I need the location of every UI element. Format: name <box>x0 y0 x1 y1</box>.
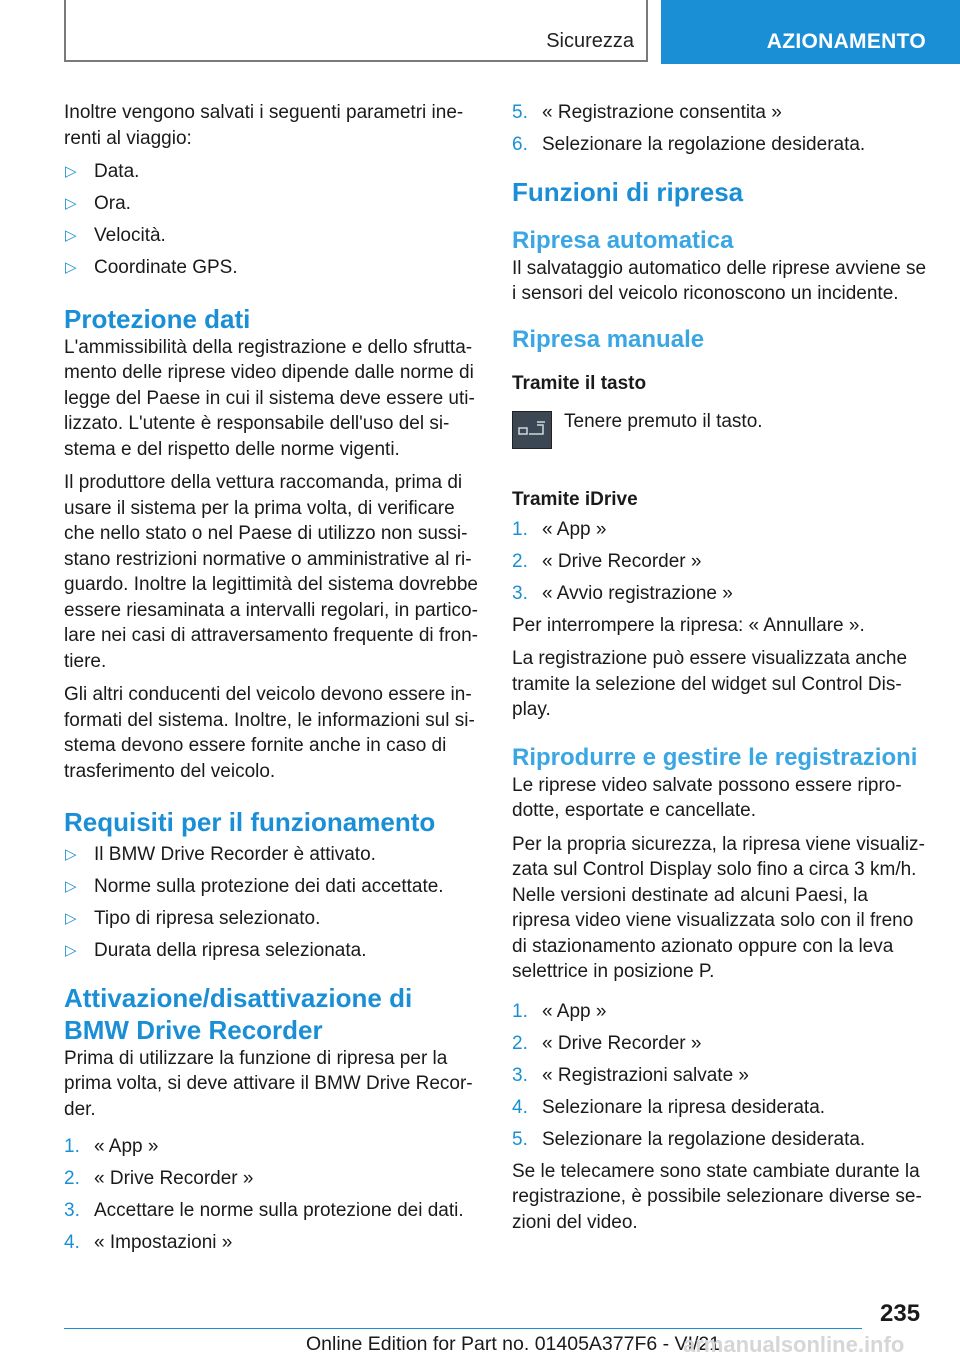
triangle-bullet-icon: ▷ <box>65 227 77 244</box>
footer-divider <box>64 1328 862 1329</box>
heading-ripresa-automatica: Ripresa automatica <box>512 226 734 254</box>
paragraph: Tenere premuto il tasto. <box>564 410 763 432</box>
list-item: 5. « Registrazione consentita » <box>512 102 782 123</box>
triangle-bullet-icon: ▷ <box>65 910 77 927</box>
triangle-bullet-icon: ▷ <box>65 942 77 959</box>
intro-paragraph: Inoltre vengono salvati i seguenti parametri inerenti al viaggio: <box>64 102 464 149</box>
requisiti-list <box>64 842 478 964</box>
list-item: 2. « Drive Recorder » <box>512 1032 702 1054</box>
list-item: ▷ Data. <box>64 159 478 185</box>
triangle-bullet-icon: ▷ <box>65 878 77 895</box>
idrive-steps <box>512 517 926 607</box>
heading-protezione-dati: Protezione dati <box>64 303 251 334</box>
activation-steps <box>64 1134 478 1256</box>
heading-requisiti: Requisiti per il funzionamento <box>64 807 436 837</box>
page-number: 235 <box>880 1300 921 1327</box>
left-column <box>64 100 478 1262</box>
heading-tramite-tasto: Tramite il tasto <box>512 372 647 394</box>
right-column <box>512 100 926 1235</box>
list-item: 3. Accettare le norme sulla protezione dei dati. <box>64 1200 464 1221</box>
list-item: 3. « Avvio registrazione » <box>512 582 733 604</box>
paragraph: Per interrompere la ripresa: « Annullare ». <box>512 614 865 636</box>
camera-button-icon <box>512 411 552 449</box>
paragraph: Gli altri conducenti del veicolo devono essere informati del sistema. Inoltre, le informazioni sul sistema devono essere fornite anche in caso di trasferimento del veicolo. <box>64 684 475 782</box>
paragraph: Il salvataggio automatico delle riprese avviene se i sensori del veicolo riconoscono un incidente. <box>512 257 927 304</box>
page-header <box>0 0 960 66</box>
list-item: ▷ Velocità. <box>64 223 478 249</box>
edition-text: Online Edition for Part no. 01405A377F6 - VI/21 <box>306 1333 721 1355</box>
playback-steps <box>512 999 926 1153</box>
paragraph: L'ammissibilità della registrazione e dello sfruttamento delle riprese video dipende dalle norme di legge del Paese in cui il sistema deve essere utilizzato. L'utente è responsabile dell'uso del sistema e del rispetto delle norme vigenti. <box>64 336 475 460</box>
list-item: 2. « Drive Recorder » <box>512 550 702 572</box>
section-tab <box>64 0 648 62</box>
watermark: armanualsonline.info <box>683 1332 905 1357</box>
list-item: ▷ Il BMW Drive Recorder è attivato. <box>64 842 478 868</box>
button-instruction <box>512 411 926 487</box>
triangle-bullet-icon: ▷ <box>65 259 77 276</box>
section-title: Sicurezza <box>546 30 634 52</box>
list-item: ▷ Norme sulla protezione dei dati accettate. <box>64 874 478 900</box>
paragraph: Se le telecamere sono state cambiate durante la registrazione, è possibile selezionare diverse sezioni del video. <box>512 1160 922 1233</box>
chapter-tab <box>661 0 960 64</box>
chapter-title: AZIONAMENTO <box>766 30 926 53</box>
list-item: 1. « App » <box>512 518 607 540</box>
heading-tramite-idrive: Tramite iDrive <box>512 488 638 510</box>
heading-ripresa-manuale: Ripresa manuale <box>512 325 705 353</box>
list-item: 5. Selezionare la regolazione desiderata. <box>512 1128 866 1150</box>
list-item: 4. « Impostazioni » <box>64 1232 233 1253</box>
heading-funzioni: Funzioni di ripresa <box>512 176 744 207</box>
paragraph: Il produttore della vettura raccomanda, prima di usare il sistema per la prima volta, di verificare che nello stato o nel Paese di utilizzo non sussistano restrizioni normative o amministrative al riguardo. Inoltre la legittimità del sistema dovrebbe essere riesaminata a intervalli regolari, in particolare nei casi di attraversamento frequente di frontiere. <box>64 472 479 672</box>
list-item: 4. Selezionare la ripresa desiderata. <box>512 1096 826 1118</box>
list-item: 2. « Drive Recorder » <box>64 1168 254 1189</box>
list-item: 3. « Registrazioni salvate » <box>512 1064 749 1086</box>
list-item: 1. « App » <box>64 1136 159 1157</box>
paragraph: Le riprese video salvate possono essere riprodotte, esportate e cancellate. <box>512 774 902 821</box>
params-list <box>64 159 478 281</box>
heading-riprodurre: Riprodurre e gestire le registrazioni <box>512 743 918 771</box>
triangle-bullet-icon: ▷ <box>65 846 77 863</box>
heading-attivazione: Attivazione/disattivazione di BMW Drive Recorder <box>64 982 413 1045</box>
triangle-bullet-icon: ▷ <box>65 195 77 212</box>
list-item: 6. Selezionare la regolazione desiderata. <box>512 134 866 155</box>
list-item: ▷ Ora. <box>64 191 478 217</box>
list-item: ▷ Durata della ripresa selezionata. <box>64 938 478 964</box>
activation-steps-continued <box>512 100 926 158</box>
paragraph: La registrazione può essere visualizzata anche tramite la selezione del widget sul Control Display. <box>512 648 908 720</box>
paragraph: Prima di utilizzare la funzione di ripresa per la prima volta, si deve attivare il BMW Drive Recorder. <box>64 1047 473 1120</box>
triangle-bullet-icon: ▷ <box>65 163 77 180</box>
paragraph: Per la propria sicurezza, la ripresa viene visualizzata sul Control Display solo fino a circa 3 km/h. Nelle versioni destinate ad alcuni Paesi, la ripresa video viene visualizzata solo con il freno di stazionamento azionato oppure con la leva selettrice in posizione P. <box>512 833 925 982</box>
list-item: ▷ Coordinate GPS. <box>64 255 478 281</box>
list-item: ▷ Tipo di ripresa selezionato. <box>64 906 478 932</box>
list-item: 1. « App » <box>512 1000 607 1022</box>
